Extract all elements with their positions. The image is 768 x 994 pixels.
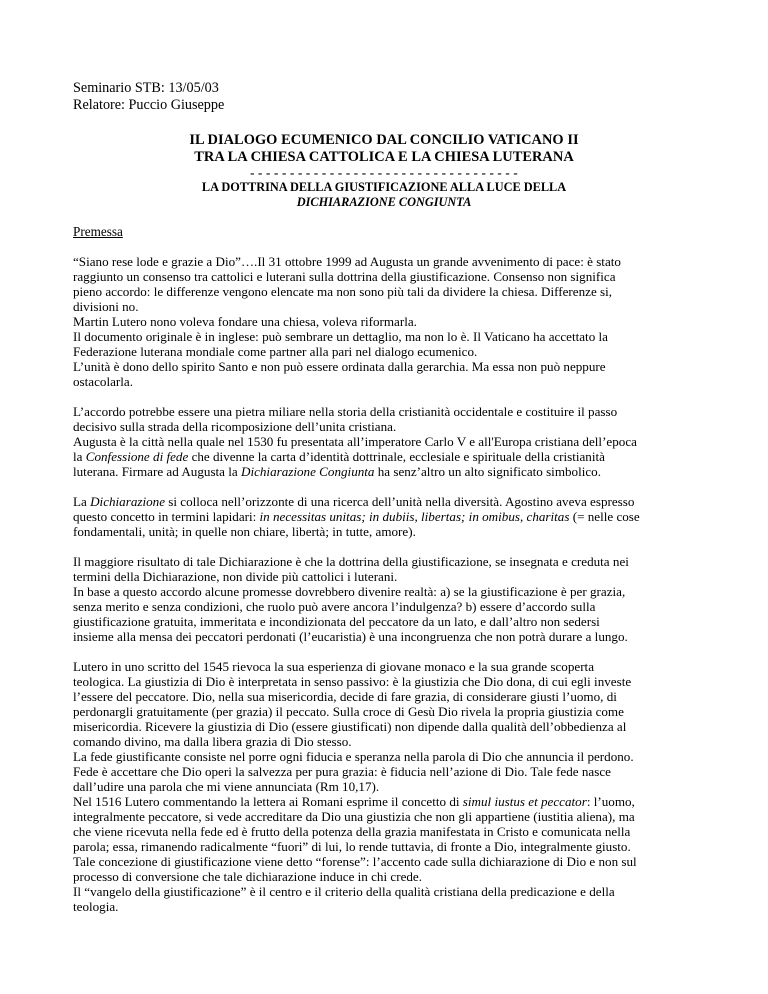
paragraph-3 [73, 494, 695, 539]
text-run: si colloca nell’orizzonte di una ricerca dell’unità nella diversità. Agostino aveva espresso [165, 494, 635, 509]
paragraph-1-line: Martin Lutero nono voleva fondare una chiesa, voleva riformarla. [73, 314, 417, 329]
paragraph-2-line [73, 449, 695, 464]
paragraph-3-line [73, 494, 695, 509]
paragraph-2-line: decisivo sulla strada della ricomposizione dell’unita cristiana. [73, 419, 397, 434]
paragraph-4-line: senza merito e senza condizioni, che ruolo può avere ancora l’indulgenza? b) essere d’accordo sulla [73, 599, 596, 614]
paragraph-5-line: che viene ricevuta nella fede ed è frutto della potenza della grazia manifestata in Cristo e comunicata nella [73, 824, 631, 839]
text-run: luterana. Firmare ad Augusta la [73, 464, 241, 479]
title-line-2: TRA LA CHIESA CATTOLICA E LA CHIESA LUTERANA [194, 149, 574, 165]
text-run: che divenne la carta d’identità dottrinale, ecclesiale e spirituale della cristianità [188, 449, 605, 464]
text-run: ha senz’altro un alto significato simbolico. [374, 464, 602, 479]
paragraph-5-line: perdonargli gratuitamente (per grazia) il peccato. Sulla croce di Gesù Dio rivela la propria giustizia come [73, 704, 624, 719]
text-run: La [73, 494, 91, 509]
paragraph-1-line: raggiunto un consenso tra cattolici e luterani sulla dottrina della giustificazione. Consenso non significa [73, 269, 616, 284]
paragraph-4-line: Il maggiore risultato di tale Dichiarazione è che la dottrina della giustificazione, se insegnata e creduta nei [73, 554, 629, 569]
emphasis-confessione-di-fede: Confessione di fede [85, 449, 189, 464]
paragraph-5-line: parola; essa, rimanendo radicalmente “fuori” di lui, lo rende tuttavia, di fronte a Dio, integralmente giusto. [73, 839, 631, 854]
paragraph-1-line: Federazione luterana mondiale come partner alla pari nel dialogo ecumenico. [73, 344, 478, 359]
text-run: la [73, 449, 86, 464]
paragraph-5-line: Il “vangelo della giustificazione” è il centro e il criterio della qualità cristiana della predicazione e della [73, 884, 615, 899]
paragraph-5-line: comando divino, ma dalla libera grazia di Dio stesso. [73, 734, 352, 749]
section-heading-premessa: Premessa [73, 224, 123, 239]
paragraph-5-line: Lutero in uno scritto del 1545 rievoca la sua esperienza di giovane monaco e la sua grande scoperta [73, 659, 595, 674]
paragraph-5-line: integralmente peccatore, si vede accreditare da Dio una giustizia che non gli appartiene (iustitia aliena), ma [73, 809, 635, 824]
paragraph-1-line: “Siano rese lode e grazie a Dio”….Il 31 ottobre 1999 ad Augusta un grande avvenimento di pace: è stato [73, 254, 621, 269]
paragraph-5-line: teologia. [73, 899, 119, 914]
paragraph-2-line: L’accordo potrebbe essere una pietra miliare nella storia della cristianità occidentale e costituire il passo [73, 404, 618, 419]
paragraph-1-line: ostacolarla. [73, 374, 133, 389]
emphasis-simul-iustus: simul iustus et peccator [462, 794, 587, 809]
title-divider: - - - - - - - - - - - - - - - - - - - - - - - - - - - - - - - - - - [250, 165, 518, 180]
paragraph-1 [73, 254, 695, 389]
paragraph-5-line: misericordia. Ricevere la giustizia di Dio (essere giustificati) non dipende dalla qualità dell’obbedienza al [73, 719, 627, 734]
paragraph-3-line: fondamentali, unità; in quelle non chiare, libertà; in tutte, amore). [73, 524, 416, 539]
paragraph-5-line: teologica. La giustizia di Dio è interpretata in senso passivo: è la giustizia che Dio dona, di cui egli investe [73, 674, 632, 689]
paragraph-5-line: Tale concezione di giustificazione viene detto “forense”: l’accento cade sulla dichiarazione di Dio e non sul [73, 854, 637, 869]
paragraph-4-line: termini della Dichiarazione, non divide più cattolici i luterani. [73, 569, 398, 584]
paragraph-4-line: insieme alla mensa dei peccatori perdonati (l’eucaristia) è una incongruenza che non potrà durare a lungo. [73, 629, 628, 644]
text-run: : l’uomo, [586, 794, 635, 809]
paragraph-2-line [73, 464, 695, 479]
emphasis-latin-quote: in necessitas unitas; in dubiis, libertas; in omibus, charitas [259, 509, 570, 524]
seminar-line: Seminario STB: 13/05/03 [73, 80, 219, 96]
document-header [73, 80, 695, 114]
title-line-1: IL DIALOGO ECUMENICO DAL CONCILIO VATICANO II [189, 132, 579, 148]
paragraph-5-line: Fede è accettare che Dio operi la salvezza per pura grazia: è fiducia nell’azione di Dio. Tale fede nasce [73, 764, 611, 779]
text-run: questo concetto in termini lapidari: [73, 509, 260, 524]
paragraph-1-line: divisioni no. [73, 299, 139, 314]
paragraph-1-line: Il documento originale è in inglese: può sembrare un dettaglio, ma non lo è. Il Vaticano ha accettato la [73, 329, 608, 344]
paragraph-5-line: l’essere del peccatore. Dio, nella sua misericordia, decide di fare grazia, di considerare giusti l’uomo, di [73, 689, 617, 704]
paragraph-5-line: dall’udire una parola che mi viene annunciata (Rm 10,17). [73, 779, 380, 794]
paragraph-4-line: giustificazione gratuita, immeritata e incondizionata del peccatore da un lato, e dall’altro non sedersi [73, 614, 600, 629]
paragraph-2-line: Augusta è la città nella quale nel 1530 fu presentata all’imperatore Carlo V e all'Europa cristiana dell’epoca [73, 434, 637, 449]
document-title-block [73, 132, 695, 210]
paragraph-2 [73, 404, 695, 479]
subtitle-line-2: DICHIARAZIONE CONGIUNTA [296, 195, 472, 209]
text-run: (= nelle cose [569, 509, 640, 524]
paragraph-1-line: pieno accordo: le differenze vengono elencate ma non sono più tali da dividere la chiesa. Differenze si, [73, 284, 613, 299]
subtitle-line-1: LA DOTTRINA DELLA GIUSTIFICAZIONE ALLA LUCE DELLA [201, 180, 567, 194]
emphasis-dichiarazione-congiunta: Dichiarazione Congiunta [240, 464, 375, 479]
paragraph-1-line: L’unità è dono dello spirito Santo e non può essere ordinata dalla gerarchia. Ma essa non può neppure [73, 359, 606, 374]
paragraph-5-line: processo di conversione che tale dichiarazione induce in chi crede. [73, 869, 423, 884]
text-run: Nel 1516 Lutero commentando la lettera ai Romani esprime il concetto di [73, 794, 463, 809]
paragraph-5-line: La fede giustificante consiste nel porre ogni fiducia e speranza nella parola di Dio che annuncia il perdono. [73, 749, 634, 764]
paragraph-5 [73, 659, 695, 914]
document-page [73, 80, 695, 914]
paragraph-4 [73, 554, 695, 644]
paragraph-5-line [73, 794, 695, 809]
emphasis-dichiarazione: Dichiarazione [90, 494, 166, 509]
speaker-line: Relatore: Puccio Giuseppe [73, 97, 225, 113]
paragraph-3-line [73, 509, 695, 524]
paragraph-4-line: In base a questo accordo alcune promesse dovrebbero divenire realtà: a) se la giustificazione è per grazia, [73, 584, 626, 599]
